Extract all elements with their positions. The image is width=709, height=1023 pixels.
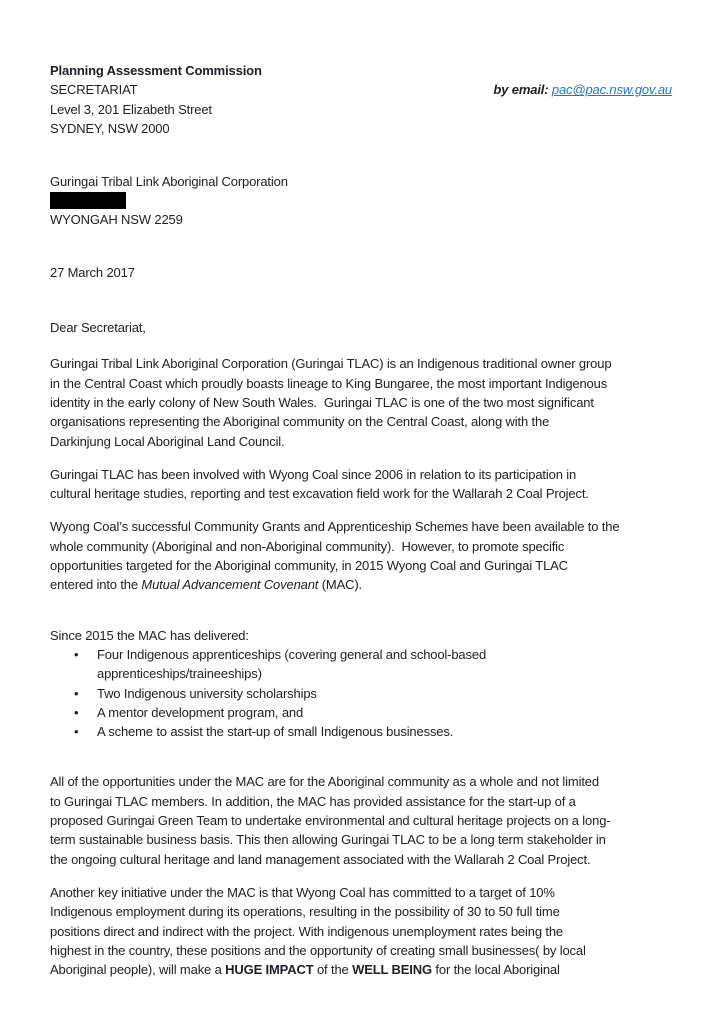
text-run: Another key initiative under the MAC is that Wyong Coal has committed to a target of 10% (50, 884, 555, 900)
bullet-item (50, 703, 672, 722)
redacted-address-box (50, 192, 126, 209)
text-run: in the Central Coast which proudly boasts lineage to King Bungaree, the most important Indigenous (50, 375, 608, 391)
recipient-name: Planning Assessment Commission (50, 63, 262, 78)
text-run: Aboriginal people), will make a (50, 962, 226, 978)
text-line (97, 645, 486, 664)
recipient-address-line: SYDNEY, NSW 2000 (50, 120, 170, 136)
bullet-item-text (97, 703, 303, 722)
recipient-address-line: SECRETARIAT (50, 82, 138, 98)
paragraph (50, 883, 672, 979)
text-line (50, 374, 672, 393)
text-line (50, 830, 672, 849)
text-line (50, 922, 672, 941)
text-run: positions direct and indirect with the project. With indigenous unemployment rates being the (50, 923, 563, 939)
text-line (50, 811, 672, 830)
text-line (50, 792, 672, 811)
text-run: All of the opportunities under the MAC are for the Aboriginal community as a whole and not limited (50, 774, 599, 790)
text-line (50, 772, 672, 791)
text-run: Guringai TLAC has been involved with Wyong Coal since 2006 in relation to its participation in (50, 466, 577, 482)
sender-block (50, 172, 672, 230)
text-run: apprenticeships/traineeships) (97, 666, 262, 682)
letter-body (50, 354, 672, 979)
letter-header (50, 61, 672, 138)
text-line (50, 575, 672, 594)
text-line (50, 626, 672, 645)
sender-locality: WYONGAH NSW 2259 (50, 212, 183, 228)
text-run: WELL BEING (352, 962, 432, 978)
by-email-block (473, 61, 672, 119)
bullet-item-text (97, 684, 317, 703)
text-run: whole community (Aboriginal and non-Aboriginal community). However, to promote specific (50, 538, 565, 554)
text-line (50, 517, 672, 536)
bullet-item (50, 684, 672, 703)
text-line (50, 354, 672, 373)
text-line (50, 941, 672, 960)
paragraph (50, 354, 672, 450)
text-line (50, 484, 672, 503)
bullet-icon: • (74, 646, 79, 662)
recipient-block (50, 61, 262, 138)
text-run: cultural heritage studies, reporting and test excavation field work for the Wallarah 2 Coal Project. (50, 486, 589, 502)
text-run: identity in the early colony of New South Wales. Guringai TLAC is one of the two most significant (50, 394, 594, 410)
paragraph (50, 465, 672, 504)
text-run: Indigenous employment during its operations, resulting in the possibility of 30 to 50 full time (50, 904, 560, 920)
bullet-icon: • (74, 685, 79, 701)
text-line (50, 556, 672, 575)
salutation: Dear Secretariat, (50, 320, 146, 336)
bullet-item-text (97, 645, 486, 684)
text-line (97, 703, 303, 722)
text-run: highest in the country, these positions and the opportunity of creating small businesses( by local (50, 942, 586, 958)
text-run: Since 2015 the MAC has delivered: (50, 627, 249, 643)
text-run: Wyong Coal’s successful Community Grants and Apprenticeship Schemes have been available to the (50, 519, 620, 535)
email-link[interactable]: pac@pac.nsw.gov.au (551, 82, 672, 98)
recipient-address-line: Level 3, 201 Elizabeth Street (50, 101, 212, 117)
text-line (50, 432, 672, 451)
text-line (50, 960, 672, 979)
text-run: of the (313, 962, 353, 978)
bullet-icon: • (74, 704, 79, 720)
sender-organisation: Guringai Tribal Link Aboriginal Corporation (50, 174, 288, 190)
text-run: Mutual Advancement Covenant (141, 577, 319, 593)
text-run: Four Indigenous apprenticeships (covering general and school-based (97, 646, 487, 662)
date-line: 27 March 2017 (50, 264, 135, 280)
text-line (50, 412, 672, 431)
paragraph (50, 517, 672, 594)
text-run: Guringai Tribal Link Aboriginal Corporation (Guringai TLAC) is an Indigenous traditional owner group (50, 356, 612, 372)
bullet-item (50, 722, 672, 741)
text-line (50, 850, 672, 869)
text-run: Two Indigenous university scholarships (97, 685, 317, 701)
text-run: term sustainable business basis. This then allowing Guringai TLAC to be a long term stakeholder in (50, 832, 606, 848)
text-run: opportunities targeted for the Aboriginal community, in 2015 Wyong Coal and Guringai TLAC (50, 558, 568, 574)
text-run: Darkinjung Local Aboriginal Land Council. (50, 433, 285, 449)
recipient-address (50, 80, 262, 138)
text-line (97, 722, 453, 741)
text-run: (MAC). (318, 577, 363, 593)
text-line (50, 537, 672, 556)
by-email-label: by email: (493, 82, 552, 98)
text-line (97, 684, 317, 703)
bullet-item-text (97, 722, 453, 741)
text-line (97, 664, 486, 683)
text-line (50, 902, 672, 921)
text-run: HUGE IMPACT (225, 962, 314, 978)
text-run: the ongoing cultural heritage and land management associated with the Wallarah 2 Coal Project. (50, 851, 591, 867)
text-line (50, 465, 672, 484)
text-run: proposed Guringai Green Team to undertake environmental and cultural heritage projects on a long- (50, 813, 611, 829)
text-run: for the local Aboriginal (431, 962, 560, 978)
deliverables-list (50, 626, 672, 742)
text-run: entered into the (50, 577, 142, 593)
text-run: to Guringai TLAC members. In addition, the MAC has provided assistance for the start-up of a (50, 793, 576, 809)
text-run: organisations representing the Aboriginal community on the Central Coast, along with the (50, 414, 550, 430)
bullet-item (50, 645, 672, 684)
text-line (50, 883, 672, 902)
bullet-icon: • (74, 724, 79, 740)
text-run: A mentor development program, and (97, 704, 304, 720)
text-line (50, 393, 672, 412)
paragraph (50, 772, 672, 868)
text-run: A scheme to assist the start-up of small Indigenous businesses. (97, 724, 454, 740)
